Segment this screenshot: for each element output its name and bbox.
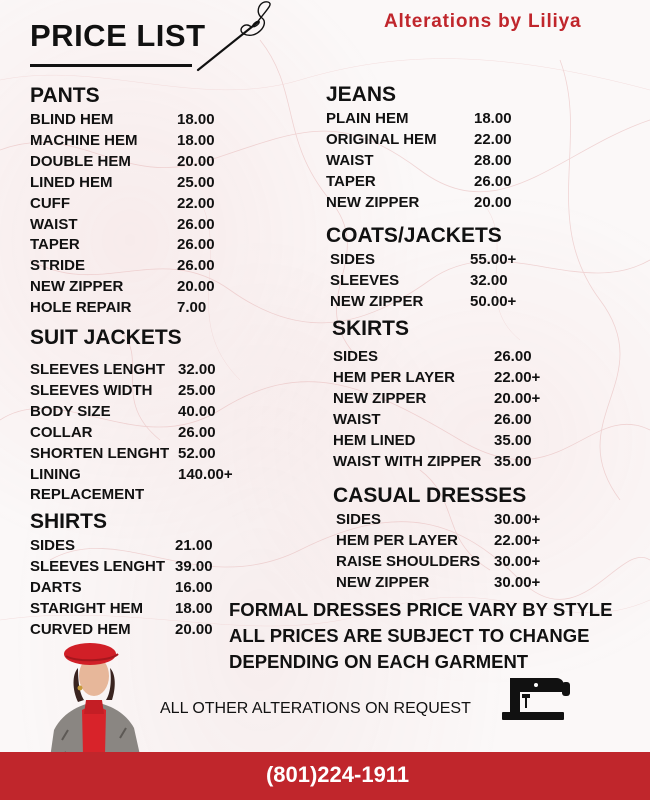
price-row (333, 431, 540, 452)
price-row (30, 536, 213, 557)
item-name: MACHINE HEM (30, 131, 138, 149)
section-jeans (326, 83, 512, 214)
item-price: 20.00 (474, 193, 512, 211)
price-row (30, 110, 215, 131)
item-name: DOUBLE HEM (30, 152, 131, 170)
item-name: SIDES (330, 251, 376, 268)
section-coats-jackets (326, 224, 516, 313)
item-price: 30.00+ (494, 552, 541, 570)
item-price: 22.00 (474, 130, 512, 148)
price-row (30, 465, 233, 486)
price-row (333, 368, 540, 389)
price-row (30, 256, 215, 277)
price-list (333, 510, 540, 594)
item-price: 21.00 (175, 537, 213, 554)
item-price: 25.00 (178, 381, 216, 399)
price-row (30, 423, 233, 444)
item-price: 18.00 (175, 599, 213, 617)
item-price: 26.00 (177, 236, 215, 254)
phone-number[interactable]: (801)224-1911 (265, 762, 410, 787)
item-name: SHORTEN LENGHT (30, 444, 170, 462)
item-name: TAPER (30, 236, 80, 254)
price-list (326, 250, 516, 313)
item-price: 18.00 (177, 111, 215, 128)
item-price: 20.00+ (494, 389, 541, 407)
section-suit-jackets (30, 326, 233, 506)
item-price: 18.00 (474, 110, 512, 127)
price-row (30, 152, 215, 173)
price-list (332, 347, 540, 472)
brand-name: Alterations by Liliya (384, 11, 582, 32)
price-row (336, 573, 540, 594)
item-price: 50.00+ (470, 292, 517, 310)
price-row (330, 292, 516, 313)
item-price: 7.00 (177, 299, 207, 317)
item-name: COLLAR (30, 423, 93, 441)
price-row (30, 578, 213, 599)
item-name: LINING (30, 465, 81, 483)
item-name: HEM LINED (333, 431, 416, 449)
item-name: SIDES (336, 511, 382, 528)
item-name: BLIND HEM (30, 111, 114, 128)
price-row (336, 531, 540, 552)
item-price: 20.00 (177, 278, 215, 296)
price-row (30, 444, 233, 465)
note-each-garment: DEPENDING ON EACH GARMENT (229, 651, 529, 672)
price-row (330, 250, 516, 271)
item-price: 26.00 (178, 423, 216, 441)
item-name: CURVED HEM (30, 620, 131, 638)
sewing-machine-icon (500, 672, 572, 724)
price-row (30, 402, 233, 423)
item-price: 26.00 (494, 348, 532, 365)
price-row (336, 510, 540, 531)
note-prices-change: ALL PRICES ARE SUBJECT TO CHANGE (229, 625, 590, 646)
price-row (333, 347, 540, 368)
item-price: 26.00 (177, 215, 215, 233)
price-list (326, 109, 512, 214)
item-name: PLAIN HEM (326, 110, 409, 127)
item-name: NEW ZIPPER (30, 278, 124, 296)
section-casual-dresses (333, 484, 540, 594)
item-price: 55.00+ (470, 251, 517, 268)
price-list (30, 536, 213, 641)
item-price: 16.00 (175, 578, 213, 596)
item-name: HEM PER LAYER (333, 368, 455, 386)
section-title: CASUAL DRESSES (333, 484, 527, 507)
item-price: 30.00+ (494, 511, 541, 528)
item-name: SLEEVES WIDTH (30, 381, 153, 399)
item-name: BODY SIZE (30, 402, 111, 420)
item-price: 20.00 (177, 152, 215, 170)
price-row (30, 215, 215, 236)
item-price: 25.00 (177, 173, 215, 191)
price-row (30, 194, 215, 215)
item-price: 35.00 (494, 452, 532, 470)
item-price: 26.00 (474, 172, 512, 190)
price-row (333, 452, 540, 473)
item-name: LINED HEM (30, 173, 113, 191)
item-name: NEW ZIPPER (336, 573, 430, 591)
section-shirts (30, 510, 213, 641)
price-row (326, 172, 512, 193)
item-name: TAPER (326, 172, 376, 190)
section-title: COATS/JACKETS (326, 224, 502, 247)
item-price: 30.00+ (494, 573, 541, 591)
item-name: WAIST (326, 151, 374, 169)
item-name: SLEEVES LENGHT (30, 361, 166, 378)
price-row (30, 599, 213, 620)
item-price: 28.00 (474, 151, 512, 169)
item-price: 20.00 (175, 620, 213, 638)
price-row (30, 131, 215, 152)
item-price: 140.00+ (178, 465, 233, 483)
other-alterations-note: ALL OTHER ALTERATIONS ON REQUEST (160, 700, 471, 717)
item-name: CUFF (30, 194, 70, 212)
item-price: 40.00 (178, 402, 216, 420)
item-name: RAISE SHOULDERS (336, 552, 481, 570)
item-name: SLEEVES (330, 271, 400, 289)
item-name: NEW ZIPPER (326, 193, 420, 211)
item-name: STARIGHT HEM (30, 599, 144, 617)
needle-thread-icon (196, 0, 276, 74)
item-price: 32.00 (178, 361, 216, 378)
item-price: 22.00+ (494, 368, 541, 386)
item-price: 22.00+ (494, 531, 541, 549)
note-formal-dresses: FORMAL DRESSES PRICE VARY BY STYLE (229, 599, 613, 620)
item-price: 18.00 (177, 131, 215, 149)
price-row (30, 557, 213, 578)
item-name: WAIST WITH ZIPPER (333, 452, 482, 470)
price-row (336, 552, 540, 573)
item-name: STRIDE (30, 257, 86, 275)
item-price: 26.00 (177, 257, 215, 275)
item-name: HOLE REPAIR (30, 299, 132, 317)
section-title: JEANS (326, 83, 397, 106)
item-name: ORIGINAL HEM (326, 130, 437, 148)
item-name: WAIST (333, 410, 381, 428)
item-name: SLEEVES LENGHT (30, 557, 166, 575)
item-price: 22.00 (177, 194, 215, 212)
section-title: SHIRTS (30, 510, 108, 533)
price-row (30, 235, 215, 256)
title-underline (30, 64, 192, 67)
price-row (30, 277, 215, 298)
price-row (333, 389, 540, 410)
price-row (30, 298, 215, 319)
item-name: WAIST (30, 215, 78, 233)
section-title: PANTS (30, 84, 100, 107)
item-name: NEW ZIPPER (333, 389, 427, 407)
price-row (326, 151, 512, 172)
item-name: NEW ZIPPER (330, 292, 424, 310)
item-price: 32.00 (470, 271, 508, 289)
section-pants (30, 84, 215, 319)
price-list (30, 110, 215, 319)
item-name: REPLACEMENT (30, 486, 145, 504)
price-row (333, 410, 540, 431)
item-price: 39.00 (175, 557, 213, 575)
price-row (326, 193, 512, 214)
item-price: 35.00 (494, 431, 532, 449)
section-title: SKIRTS (332, 317, 410, 340)
price-row (30, 381, 233, 402)
price-row (30, 485, 233, 506)
price-row (30, 360, 233, 381)
price-list (30, 360, 233, 506)
section-title: SUIT JACKETS (30, 326, 182, 349)
item-name: SIDES (30, 537, 76, 554)
item-name: HEM PER LAYER (336, 531, 458, 549)
section-skirts (332, 317, 540, 472)
item-name: DARTS (30, 578, 82, 596)
price-row (30, 173, 215, 194)
item-price: 52.00 (178, 444, 216, 462)
item-name: SIDES (333, 348, 379, 365)
price-row (326, 109, 512, 130)
item-price: 26.00 (494, 410, 532, 428)
page-title: PRICE LIST (30, 18, 206, 53)
price-row (330, 271, 516, 292)
price-row (326, 130, 512, 151)
